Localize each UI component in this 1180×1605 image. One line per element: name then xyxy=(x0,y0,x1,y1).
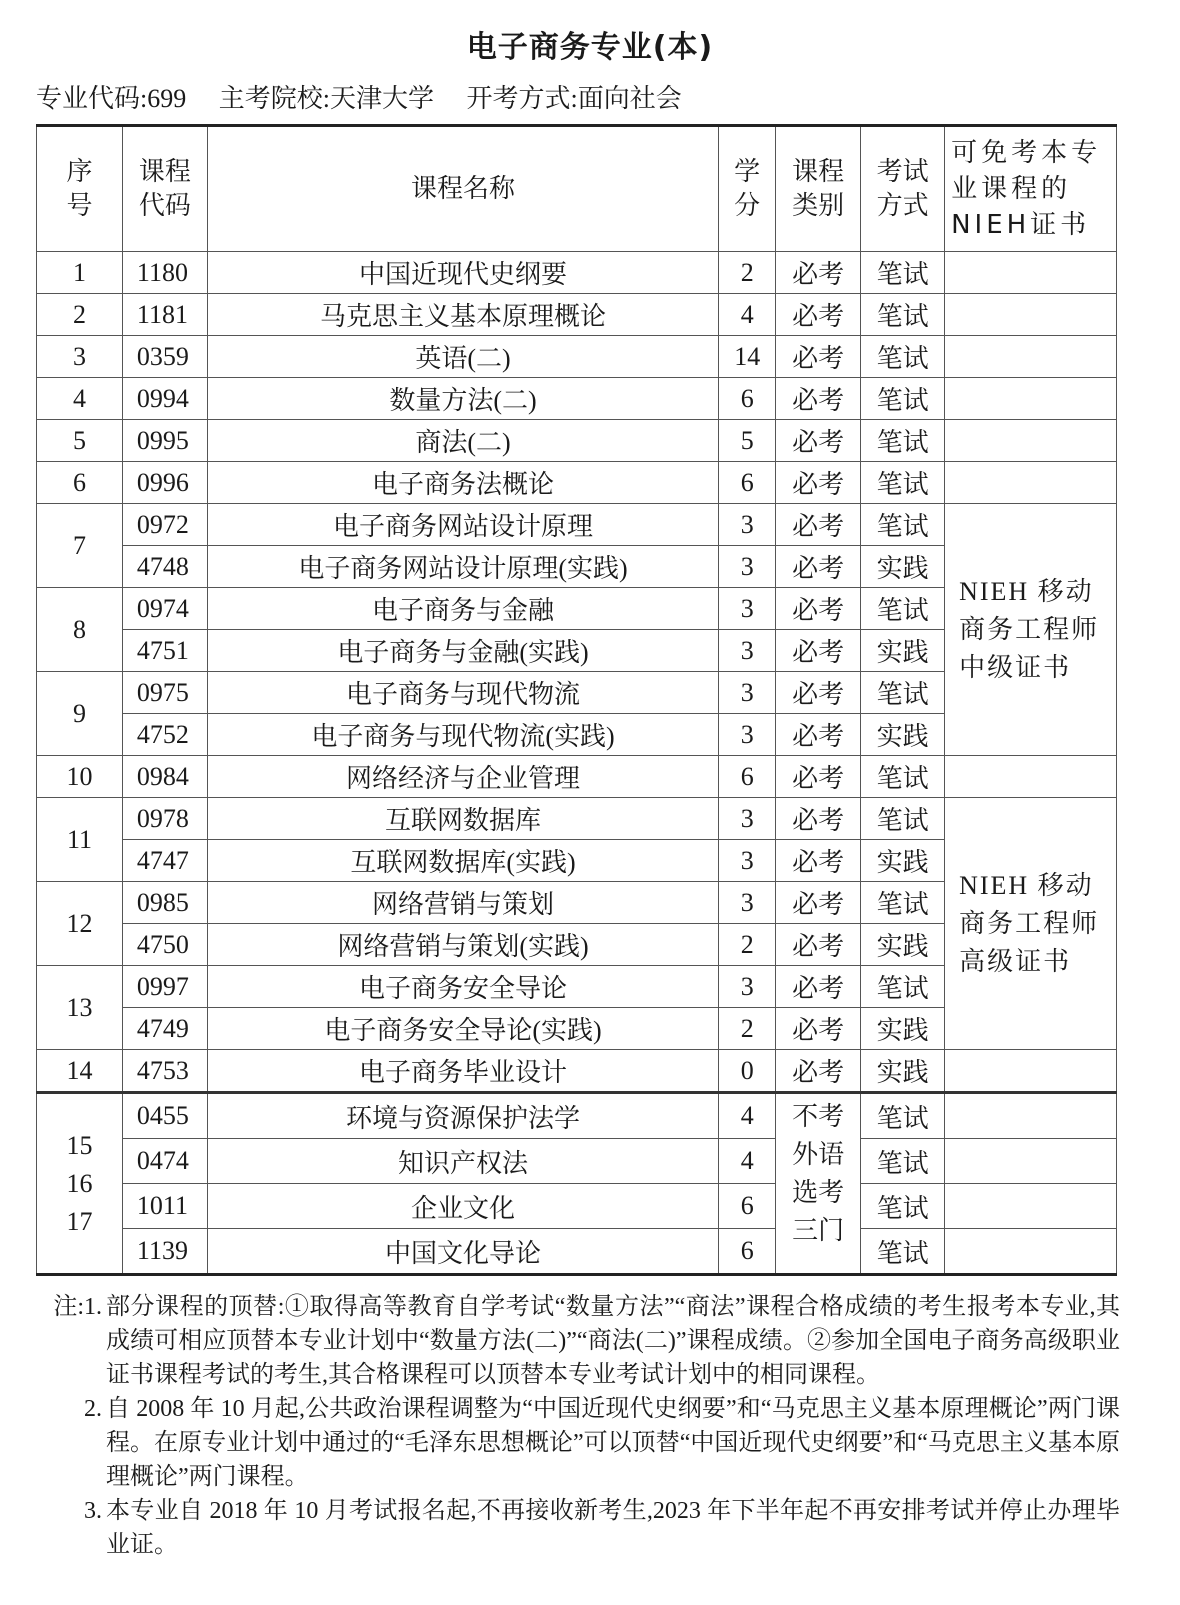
table-row xyxy=(37,252,1117,294)
table-row xyxy=(37,1093,1117,1139)
major-info xyxy=(36,78,708,115)
cell-exam: 笔试 xyxy=(861,1139,945,1184)
header-code: 课程代码 xyxy=(122,126,207,252)
cell-type: 不考外语选考三门 xyxy=(776,1093,861,1275)
cell-cert xyxy=(945,462,1117,504)
cell-name: 电子商务与现代物流 xyxy=(207,672,718,714)
cell-credit: 3 xyxy=(719,882,776,924)
cell-type: 必考 xyxy=(776,588,861,630)
cell-code: 0994 xyxy=(122,378,207,420)
course-table xyxy=(36,124,1117,1276)
cell-type: 必考 xyxy=(776,294,861,336)
cell-code: 0997 xyxy=(122,966,207,1008)
cell-type: 必考 xyxy=(776,756,861,798)
cell-seq: 2 xyxy=(37,294,123,336)
cell-exam: 笔试 xyxy=(861,798,945,840)
cell-type: 必考 xyxy=(776,672,861,714)
cell-cert xyxy=(945,1184,1117,1229)
cell-exam: 笔试 xyxy=(861,1184,945,1229)
table-row xyxy=(37,336,1117,378)
header-credit: 学分 xyxy=(719,126,776,252)
cell-cert: NIEH 移动商务工程师高级证书 xyxy=(945,798,1117,1050)
cell-type: 必考 xyxy=(776,420,861,462)
cell-exam: 笔试 xyxy=(861,882,945,924)
header-cert: 可免考本专业课程的NIEH证书 xyxy=(945,126,1117,252)
cell-exam: 实践 xyxy=(861,546,945,588)
cell-exam: 笔试 xyxy=(861,420,945,462)
cell-exam: 笔试 xyxy=(861,966,945,1008)
cell-exam: 实践 xyxy=(861,630,945,672)
cell-credit: 6 xyxy=(719,1184,776,1229)
cell-cert xyxy=(945,252,1117,294)
exam-school: 主考院校:天津大学 xyxy=(218,84,434,113)
header-name: 课程名称 xyxy=(207,126,718,252)
cell-code: 4752 xyxy=(122,714,207,756)
cell-exam: 实践 xyxy=(861,840,945,882)
cell-cert xyxy=(945,294,1117,336)
cell-credit: 3 xyxy=(719,840,776,882)
table-row xyxy=(37,462,1117,504)
cell-name: 电子商务安全导论 xyxy=(207,966,718,1008)
cell-seq: 9 xyxy=(37,672,123,756)
cell-credit: 3 xyxy=(719,588,776,630)
cell-credit: 3 xyxy=(719,504,776,546)
cell-exam: 笔试 xyxy=(861,462,945,504)
cell-seq: 13 xyxy=(37,966,123,1050)
note-1: 注:1. 部分课程的顶替:①取得高等教育自学考试“数量方法”“商法”课程合格成绩的考生报考本专业,其成绩可相应顶替本专业计划中“数量方法(二)”“商法(二)”课程成绩。②参加全国电子商务高级职业证书课程考试的考生,其合格课程可以顶替本专业考试计划中的相同课程。 xyxy=(53,1294,1120,1388)
cell-code: 0975 xyxy=(122,672,207,714)
cell-name: 电子商务法概论 xyxy=(207,462,718,504)
cell-seq: 8 xyxy=(37,588,123,672)
cell-credit: 2 xyxy=(719,1008,776,1050)
cell-type: 必考 xyxy=(776,504,861,546)
cell-name: 环境与资源保护法学 xyxy=(207,1093,718,1139)
cell-cert: NIEH 移动商务工程师中级证书 xyxy=(945,504,1117,756)
cell-name: 中国文化导论 xyxy=(207,1229,718,1275)
cell-seq: 6 xyxy=(37,462,123,504)
cell-type: 必考 xyxy=(776,1008,861,1050)
cell-cert xyxy=(945,1050,1117,1093)
cell-cert xyxy=(945,1093,1117,1139)
cell-name: 电子商务网站设计原理 xyxy=(207,504,718,546)
cell-code: 4750 xyxy=(122,924,207,966)
cell-exam: 笔试 xyxy=(861,588,945,630)
page-title: 电子商务专业(本) xyxy=(466,30,714,65)
cell-code: 0978 xyxy=(122,798,207,840)
cell-name: 商法(二) xyxy=(207,420,718,462)
cell-exam: 笔试 xyxy=(861,672,945,714)
cell-type: 必考 xyxy=(776,882,861,924)
cell-credit: 3 xyxy=(719,630,776,672)
cell-credit: 2 xyxy=(719,924,776,966)
cell-credit: 4 xyxy=(719,1139,776,1184)
cell-name: 数量方法(二) xyxy=(207,378,718,420)
cell-exam: 笔试 xyxy=(861,378,945,420)
cell-name: 电子商务安全导论(实践) xyxy=(207,1008,718,1050)
note-3: 3. 本专业自 2018 年 10 月考试报名起,不再接收新考生,2023 年下半年起不再安排考试并停止办理毕业证。 xyxy=(84,1498,1120,1558)
cell-exam: 笔试 xyxy=(861,756,945,798)
cell-credit: 3 xyxy=(719,798,776,840)
cell-credit: 3 xyxy=(719,714,776,756)
cell-name: 网络营销与策划 xyxy=(207,882,718,924)
cell-type: 必考 xyxy=(776,924,861,966)
cell-cert xyxy=(945,1229,1117,1275)
cell-credit: 14 xyxy=(719,336,776,378)
cell-exam: 实践 xyxy=(861,714,945,756)
cell-cert xyxy=(945,756,1117,798)
cell-type: 必考 xyxy=(776,630,861,672)
cell-exam: 笔试 xyxy=(861,336,945,378)
table-row xyxy=(37,756,1117,798)
header-seq: 序号 xyxy=(37,126,123,252)
cell-code: 1011 xyxy=(122,1184,207,1229)
cell-name: 电子商务毕业设计 xyxy=(207,1050,718,1093)
table-row xyxy=(37,378,1117,420)
note-2: 2. 自 2008 年 10 月起,公共政治课程调整为“中国近现代史纲要”和“马克思主义基本原理概论”两门课程。在原专业计划中通过的“毛泽东思想概论”可以顶替“中国近现代史纲要”和“马克思主义基本原理概论”两门课程。 xyxy=(84,1396,1120,1490)
cell-code: 0984 xyxy=(122,756,207,798)
cell-code: 0996 xyxy=(122,462,207,504)
table-row xyxy=(37,504,1117,546)
table-row xyxy=(37,1050,1117,1093)
cell-name: 电子商务与金融 xyxy=(207,588,718,630)
exam-mode: 开考方式:面向社会 xyxy=(466,84,682,113)
cell-name: 网络营销与策划(实践) xyxy=(207,924,718,966)
cell-seq: 15 16 17 xyxy=(37,1093,123,1275)
cell-type: 必考 xyxy=(776,462,861,504)
major-code: 专业代码:699 xyxy=(36,84,187,113)
cell-exam: 笔试 xyxy=(861,1093,945,1139)
cell-type: 必考 xyxy=(776,1050,861,1093)
cell-code: 4751 xyxy=(122,630,207,672)
cell-cert xyxy=(945,378,1117,420)
notes xyxy=(36,1290,1120,1562)
cell-type: 必考 xyxy=(776,840,861,882)
cell-exam: 实践 xyxy=(861,1008,945,1050)
cell-credit: 0 xyxy=(719,1050,776,1093)
cell-exam: 笔试 xyxy=(861,1229,945,1275)
cell-name: 电子商务网站设计原理(实践) xyxy=(207,546,718,588)
cell-name: 中国近现代史纲要 xyxy=(207,252,718,294)
cell-seq: 7 xyxy=(37,504,123,588)
cell-code: 0995 xyxy=(122,420,207,462)
cell-credit: 3 xyxy=(719,966,776,1008)
header-exam: 考试方式 xyxy=(861,126,945,252)
table-row xyxy=(37,1229,1117,1275)
cell-exam: 实践 xyxy=(861,1050,945,1093)
cell-code: 1181 xyxy=(122,294,207,336)
cell-code: 4748 xyxy=(122,546,207,588)
cell-name: 网络经济与企业管理 xyxy=(207,756,718,798)
cell-name: 马克思主义基本原理概论 xyxy=(207,294,718,336)
cell-type: 必考 xyxy=(776,378,861,420)
cell-seq: 3 xyxy=(37,336,123,378)
cell-name: 电子商务与现代物流(实践) xyxy=(207,714,718,756)
table-row xyxy=(37,1184,1117,1229)
header-type: 课程类别 xyxy=(776,126,861,252)
cell-seq: 12 xyxy=(37,882,123,966)
cell-seq: 10 xyxy=(37,756,123,798)
cell-credit: 3 xyxy=(719,546,776,588)
cell-credit: 6 xyxy=(719,756,776,798)
cell-name: 知识产权法 xyxy=(207,1139,718,1184)
cell-exam: 实践 xyxy=(861,924,945,966)
cell-type: 必考 xyxy=(776,714,861,756)
cell-name: 电子商务与金融(实践) xyxy=(207,630,718,672)
cell-exam: 笔试 xyxy=(861,294,945,336)
cell-credit: 6 xyxy=(719,378,776,420)
cell-code: 4753 xyxy=(122,1050,207,1093)
cell-code: 0474 xyxy=(122,1139,207,1184)
cell-seq: 5 xyxy=(37,420,123,462)
cell-type: 必考 xyxy=(776,336,861,378)
cell-credit: 3 xyxy=(719,672,776,714)
cell-code: 0985 xyxy=(122,882,207,924)
cell-code: 0359 xyxy=(122,336,207,378)
cell-code: 1139 xyxy=(122,1229,207,1275)
cell-credit: 6 xyxy=(719,1229,776,1275)
cell-name: 英语(二) xyxy=(207,336,718,378)
table-row xyxy=(37,294,1117,336)
table-row xyxy=(37,798,1117,840)
cell-name: 互联网数据库(实践) xyxy=(207,840,718,882)
cell-credit: 4 xyxy=(719,1093,776,1139)
cell-seq: 11 xyxy=(37,798,123,882)
cell-type: 必考 xyxy=(776,798,861,840)
cell-code: 4749 xyxy=(122,1008,207,1050)
cell-type: 必考 xyxy=(776,252,861,294)
cell-code: 4747 xyxy=(122,840,207,882)
cell-seq: 4 xyxy=(37,378,123,420)
cell-code: 1180 xyxy=(122,252,207,294)
table-row xyxy=(37,1139,1117,1184)
cell-seq: 1 xyxy=(37,252,123,294)
cell-type: 必考 xyxy=(776,966,861,1008)
cell-credit: 6 xyxy=(719,462,776,504)
cell-code: 0455 xyxy=(122,1093,207,1139)
cell-code: 0974 xyxy=(122,588,207,630)
cell-name: 企业文化 xyxy=(207,1184,718,1229)
cell-code: 0972 xyxy=(122,504,207,546)
table-row xyxy=(37,420,1117,462)
cell-exam: 笔试 xyxy=(861,504,945,546)
cell-cert xyxy=(945,336,1117,378)
cell-seq: 14 xyxy=(37,1050,123,1093)
cell-credit: 4 xyxy=(719,294,776,336)
cell-cert xyxy=(945,420,1117,462)
cell-credit: 2 xyxy=(719,252,776,294)
cell-cert xyxy=(945,1139,1117,1184)
cell-exam: 笔试 xyxy=(861,252,945,294)
cell-type: 必考 xyxy=(776,546,861,588)
cell-credit: 5 xyxy=(719,420,776,462)
cell-name: 互联网数据库 xyxy=(207,798,718,840)
